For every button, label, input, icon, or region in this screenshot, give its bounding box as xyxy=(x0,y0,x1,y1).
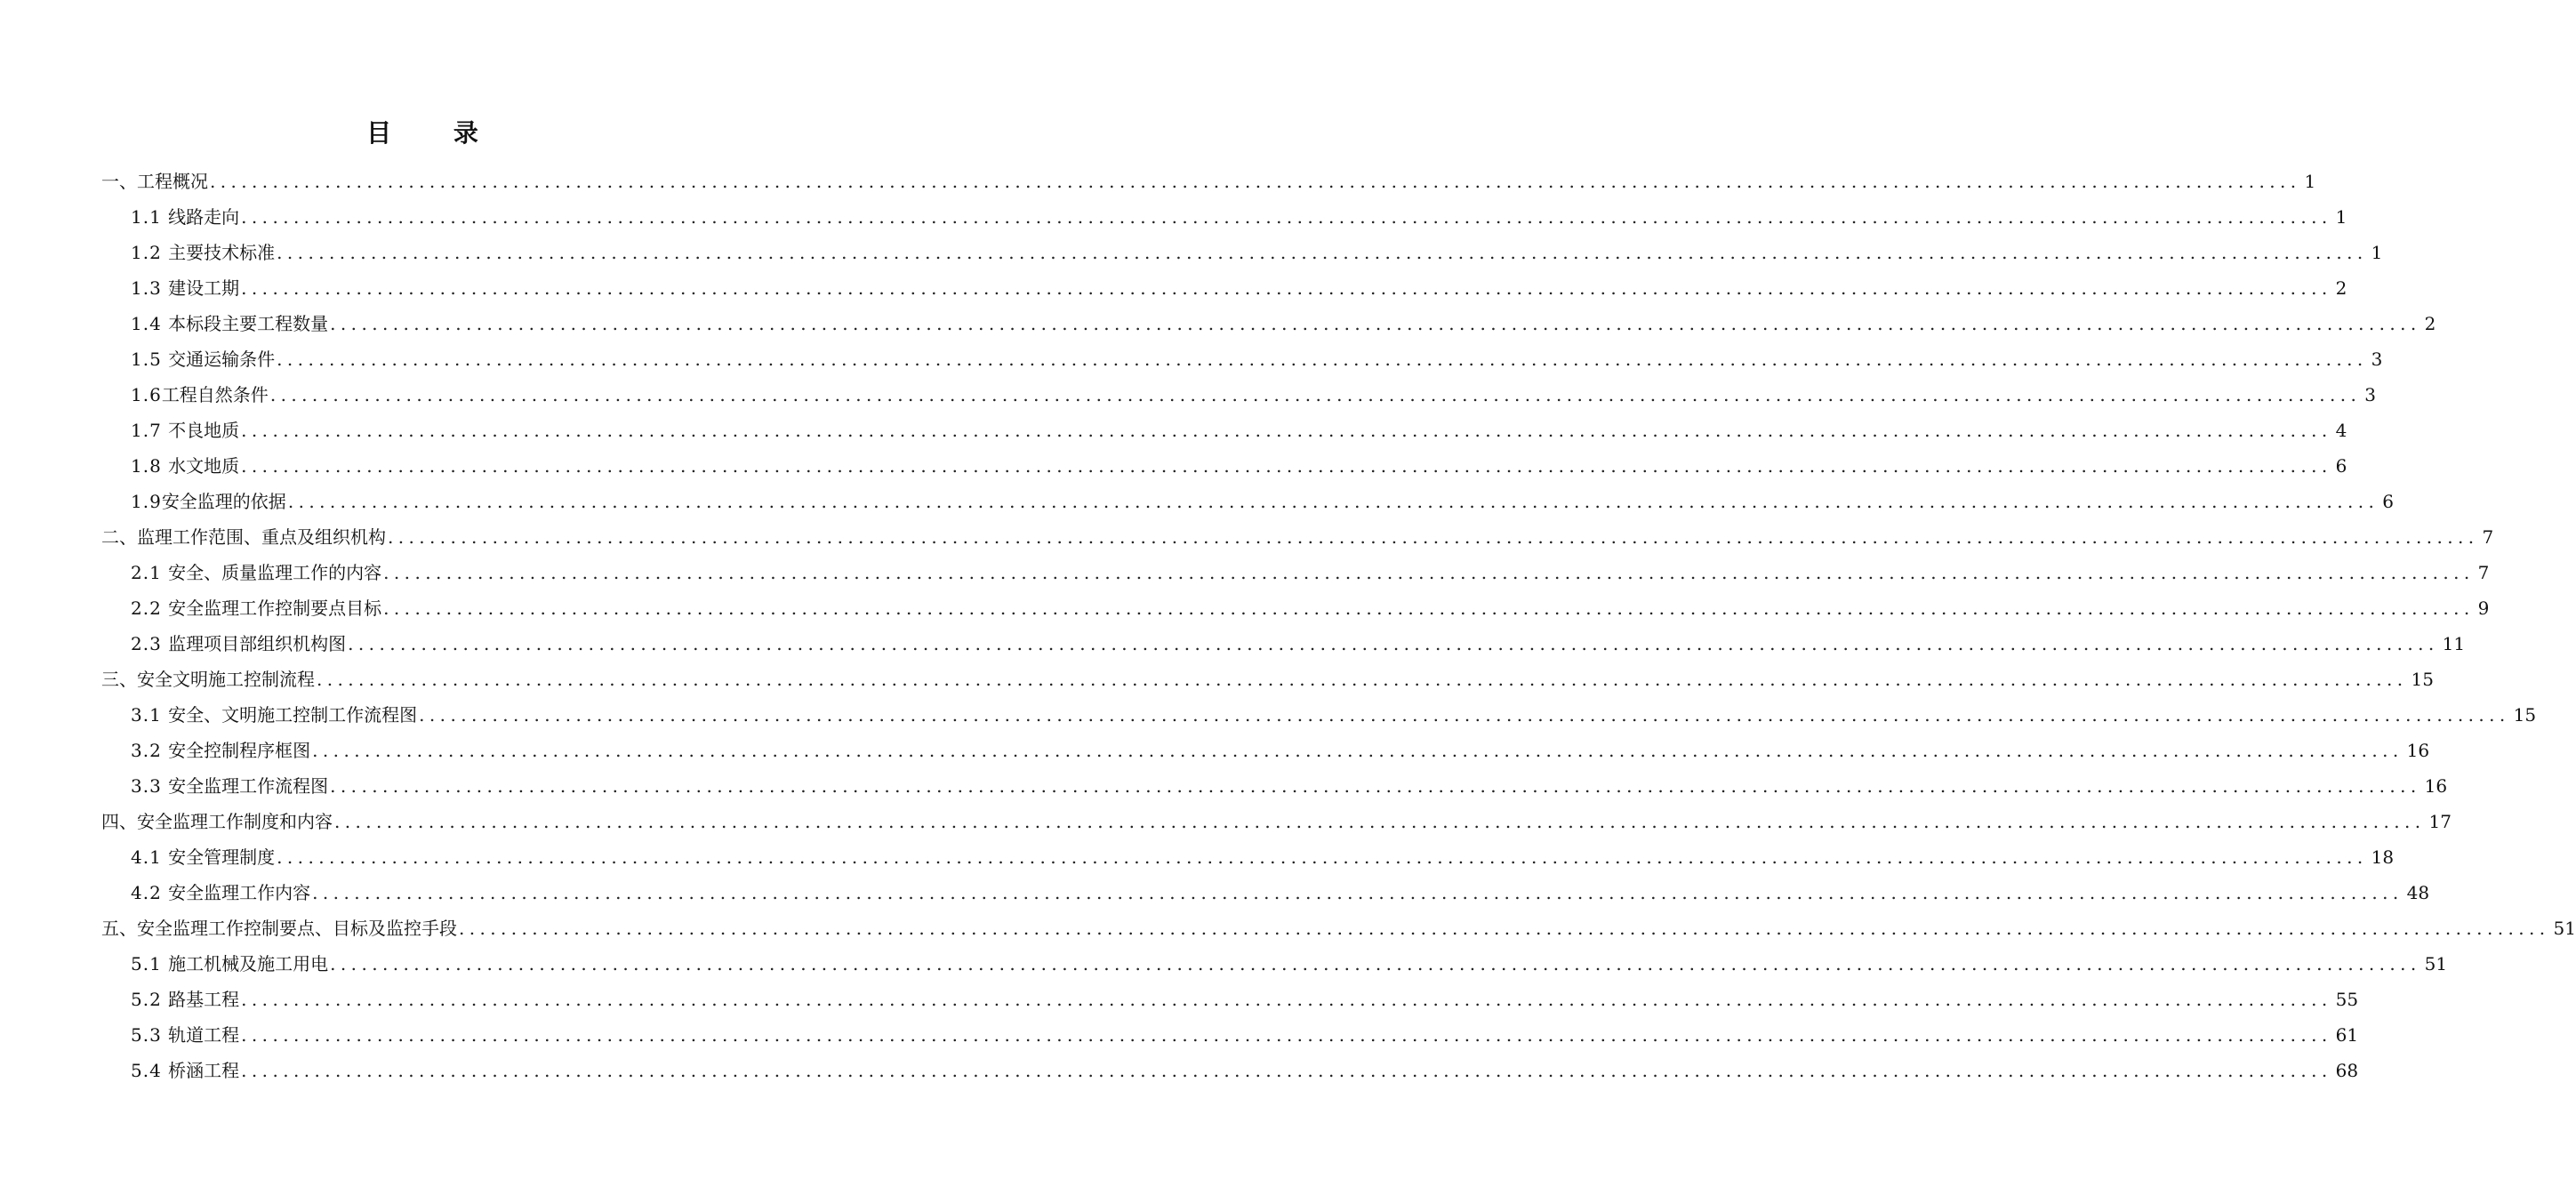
toc-entry[interactable] xyxy=(131,448,2347,484)
toc-leader-dots: ........................................................................................................................................................................................................ xyxy=(348,633,2439,654)
toc-entry-number: 1.2 xyxy=(131,242,169,263)
toc-entry-number: 1.4 xyxy=(131,313,169,334)
toc-entry-number: 3.3 xyxy=(131,775,169,797)
toc-entry[interactable] xyxy=(131,697,2537,733)
toc-entry-number: 2.3 xyxy=(131,633,169,654)
toc-entry-label xyxy=(131,626,346,662)
toc-entry-text: 四、安全监理工作制度和内容 xyxy=(101,811,333,832)
toc-entry-label xyxy=(131,1017,239,1053)
toc-entry-page: 6 xyxy=(2382,491,2395,512)
toc-entry-label xyxy=(131,982,239,1017)
toc-entry-number: 4.2 xyxy=(131,882,169,903)
toc-entry[interactable] xyxy=(131,1017,2359,1053)
toc-entry-label xyxy=(131,946,328,982)
toc-leader-dots: ........................................................................................................................................................................................................ xyxy=(241,989,2332,1010)
toc-entry-page: 17 xyxy=(2428,811,2452,832)
toc-entry-number: 5.2 xyxy=(131,989,169,1010)
toc-leader-dots: ........................................................................................................................................................................................................ xyxy=(312,882,2403,903)
toc-leader-dots: ........................................................................................................................................................................................................ xyxy=(241,206,2332,228)
toc-entry-number: 3.2 xyxy=(131,740,169,761)
toc-entry-page: 55 xyxy=(2335,989,2359,1010)
toc-leader-dots: ........................................................................................................................................................................................................ xyxy=(383,562,2475,583)
toc-entry-number: 5.4 xyxy=(131,1060,169,1081)
toc-entry[interactable] xyxy=(131,199,2347,235)
toc-entry-label xyxy=(131,377,269,413)
toc-entry-text: 二、监理工作范围、重点及组织机构 xyxy=(101,526,386,548)
toc-title: 目 录 xyxy=(366,118,505,148)
toc-entry[interactable] xyxy=(131,946,2448,982)
toc-entry-number: 3.1 xyxy=(131,704,169,726)
toc-entry-text: 安全监理工作内容 xyxy=(168,882,311,903)
toc-leader-dots: ........................................................................................................................................................................................................ xyxy=(312,740,2403,761)
toc-entry-number: 2.2 xyxy=(131,598,169,619)
toc-entry-text: 安全、文明施工控制工作流程图 xyxy=(168,704,418,726)
toc-leader-dots: ........................................................................................................................................................................................................ xyxy=(330,313,2421,334)
toc-entry-page: 51 xyxy=(2424,953,2448,974)
toc-entry-text: 安全管理制度 xyxy=(168,846,276,868)
toc-entry-text: 安全、质量监理工作的内容 xyxy=(168,562,382,583)
toc-entry[interactable] xyxy=(101,910,2576,946)
toc-entry-label xyxy=(131,484,286,519)
toc-entry-label xyxy=(101,910,457,946)
toc-entry-number: 2.1 xyxy=(131,562,169,583)
toc-entry-label xyxy=(131,235,275,270)
toc-entry[interactable] xyxy=(131,306,2436,341)
toc-entry[interactable] xyxy=(131,555,2490,590)
toc-entry[interactable] xyxy=(131,270,2347,306)
toc-entry[interactable] xyxy=(131,875,2430,910)
toc-entry-label xyxy=(101,804,333,839)
toc-entry-text: 轨道工程 xyxy=(168,1024,240,1046)
toc-entry-label xyxy=(101,164,208,199)
toc-leader-dots: ........................................................................................................................................................................................................ xyxy=(241,1024,2332,1046)
toc-entry-page: 48 xyxy=(2406,882,2430,903)
toc-entry[interactable] xyxy=(131,626,2466,662)
toc-leader-dots: ........................................................................................................................................................................................................ xyxy=(241,455,2332,477)
toc-entry-page: 7 xyxy=(2477,562,2490,583)
toc-entry-page: 1 xyxy=(2304,171,2316,192)
toc-entry[interactable] xyxy=(131,590,2490,626)
toc-entry-text: 工程自然条件 xyxy=(161,384,269,405)
toc-entry-number: 1.1 xyxy=(131,206,169,228)
toc-entry[interactable] xyxy=(131,768,2448,804)
toc-entry[interactable] xyxy=(101,804,2452,839)
toc-leader-dots: ........................................................................................................................................................................................................ xyxy=(241,420,2332,441)
toc-entry-label xyxy=(131,341,275,377)
toc-entry-page: 6 xyxy=(2335,455,2347,477)
toc-entry-page: 1 xyxy=(2335,206,2347,228)
toc-entry-text: 路基工程 xyxy=(168,989,240,1010)
toc-entry-text: 桥涵工程 xyxy=(168,1060,240,1081)
toc-leader-dots: ........................................................................................................................................................................................................ xyxy=(330,775,2421,797)
toc-entry-number: 1.7 xyxy=(131,420,169,441)
toc-leader-dots: ........................................................................................................................................................................................................ xyxy=(210,171,2301,192)
toc-entry[interactable] xyxy=(101,519,2494,555)
toc-entry[interactable] xyxy=(131,341,2383,377)
toc-entry-label xyxy=(101,662,315,697)
toc-entry-text: 监理项目部组织机构图 xyxy=(168,633,347,654)
toc-entry-text: 五、安全监理工作控制要点、目标及监控手段 xyxy=(101,918,457,939)
toc-entry[interactable] xyxy=(131,413,2347,448)
toc-entry-page: 61 xyxy=(2335,1024,2359,1046)
toc-entry-label xyxy=(131,448,239,484)
toc-entry-label xyxy=(131,697,417,733)
toc-entry-page: 16 xyxy=(2424,775,2448,797)
toc-entry-label xyxy=(131,1053,239,1088)
toc-entry-number: 4.1 xyxy=(131,846,169,868)
toc-entry[interactable] xyxy=(131,982,2359,1017)
toc-entry-label xyxy=(101,519,386,555)
toc-entry[interactable] xyxy=(131,484,2395,519)
toc-entry-page: 2 xyxy=(2424,313,2436,334)
toc-leader-dots: ........................................................................................................................................................................................................ xyxy=(459,918,2550,939)
toc-entry-page: 4 xyxy=(2335,420,2347,441)
toc-entry-number: 5.3 xyxy=(131,1024,169,1046)
toc-entry-number: 1.3 xyxy=(131,277,169,299)
toc-leader-dots: ........................................................................................................................................................................................................ xyxy=(287,491,2379,512)
toc-entry[interactable] xyxy=(131,839,2395,875)
toc-leader-dots: ........................................................................................................................................................................................................ xyxy=(241,277,2332,299)
toc-entry-page: 7 xyxy=(2482,526,2494,548)
toc-entry-number: 1.5 xyxy=(131,349,169,370)
toc-leader-dots: ........................................................................................................................................................................................................ xyxy=(383,598,2475,619)
toc-entry-text: 本标段主要工程数量 xyxy=(168,313,329,334)
toc-leader-dots: ........................................................................................................................................................................................................ xyxy=(277,846,2368,868)
toc-leader-dots: ........................................................................................................................................................................................................ xyxy=(277,349,2368,370)
toc-entry-label xyxy=(131,270,239,306)
toc-entry-text: 安全监理工作流程图 xyxy=(168,775,329,797)
toc-entry-text: 安全监理的依据 xyxy=(161,491,286,512)
toc-entry-page: 3 xyxy=(2364,384,2377,405)
toc-entry-number: 1.9 xyxy=(131,491,162,512)
toc-entry-number: 5.1 xyxy=(131,953,169,974)
toc-entry-text: 安全控制程序框图 xyxy=(168,740,311,761)
toc-entry-label xyxy=(131,413,239,448)
toc-entry-text: 主要技术标准 xyxy=(168,242,276,263)
toc-entry-text: 安全监理工作控制要点目标 xyxy=(168,598,382,619)
toc-entry-number: 1.6 xyxy=(131,384,162,405)
toc-entry-page: 3 xyxy=(2371,349,2383,370)
toc-leader-dots: ........................................................................................................................................................................................................ xyxy=(334,811,2426,832)
toc-entry-label xyxy=(131,590,381,626)
toc-entry-label xyxy=(131,733,310,768)
toc-entry[interactable] xyxy=(131,377,2377,413)
toc-entry-label xyxy=(131,875,310,910)
toc-entry[interactable] xyxy=(101,662,2434,697)
toc-entry-page: 68 xyxy=(2335,1060,2359,1081)
toc-leader-dots: ........................................................................................................................................................................................................ xyxy=(317,669,2408,690)
toc-leader-dots: ........................................................................................................................................................................................................ xyxy=(241,1060,2332,1081)
toc-leader-dots: ........................................................................................................................................................................................................ xyxy=(419,704,2510,726)
toc-entry-text: 交通运输条件 xyxy=(168,349,276,370)
toc-entry-number: 1.8 xyxy=(131,455,169,477)
toc-entry[interactable] xyxy=(131,1053,2359,1088)
toc-entry-page: 18 xyxy=(2371,846,2395,868)
toc-entry[interactable] xyxy=(131,235,2383,270)
toc-entry-label xyxy=(131,555,381,590)
toc-entry-text: 三、安全文明施工控制流程 xyxy=(101,669,315,690)
toc-entry[interactable] xyxy=(101,164,2316,199)
toc-entry-text: 线路走向 xyxy=(168,206,240,228)
toc-entry-label xyxy=(131,839,275,875)
toc-leader-dots: ........................................................................................................................................................................................................ xyxy=(277,242,2368,263)
toc-entry-text: 水文地质 xyxy=(168,455,240,477)
toc-entry-page: 1 xyxy=(2371,242,2383,263)
toc-entry-page: 2 xyxy=(2335,277,2347,299)
toc-entry-page: 15 xyxy=(2513,704,2537,726)
toc-entry-text: 不良地质 xyxy=(168,420,240,441)
toc-entry-label xyxy=(131,768,328,804)
toc-leader-dots: ........................................................................................................................................................................................................ xyxy=(269,384,2362,405)
toc-entry-label xyxy=(131,306,328,341)
toc-leader-dots: ........................................................................................................................................................................................................ xyxy=(388,526,2479,548)
toc-entry-page: 15 xyxy=(2411,669,2434,690)
toc-leader-dots: ........................................................................................................................................................................................................ xyxy=(330,953,2421,974)
toc-entry-text: 施工机械及施工用电 xyxy=(168,953,329,974)
toc-entry-text: 建设工期 xyxy=(168,277,240,299)
toc-entry-label xyxy=(131,199,239,235)
toc-entry-page: 9 xyxy=(2477,598,2490,619)
toc-entry-page: 11 xyxy=(2442,633,2466,654)
toc-entry-page: 16 xyxy=(2406,740,2430,761)
toc-entry-text: 一、工程概况 xyxy=(101,171,208,192)
toc-entry[interactable] xyxy=(131,733,2430,768)
toc-entry-page: 51 xyxy=(2553,918,2576,939)
